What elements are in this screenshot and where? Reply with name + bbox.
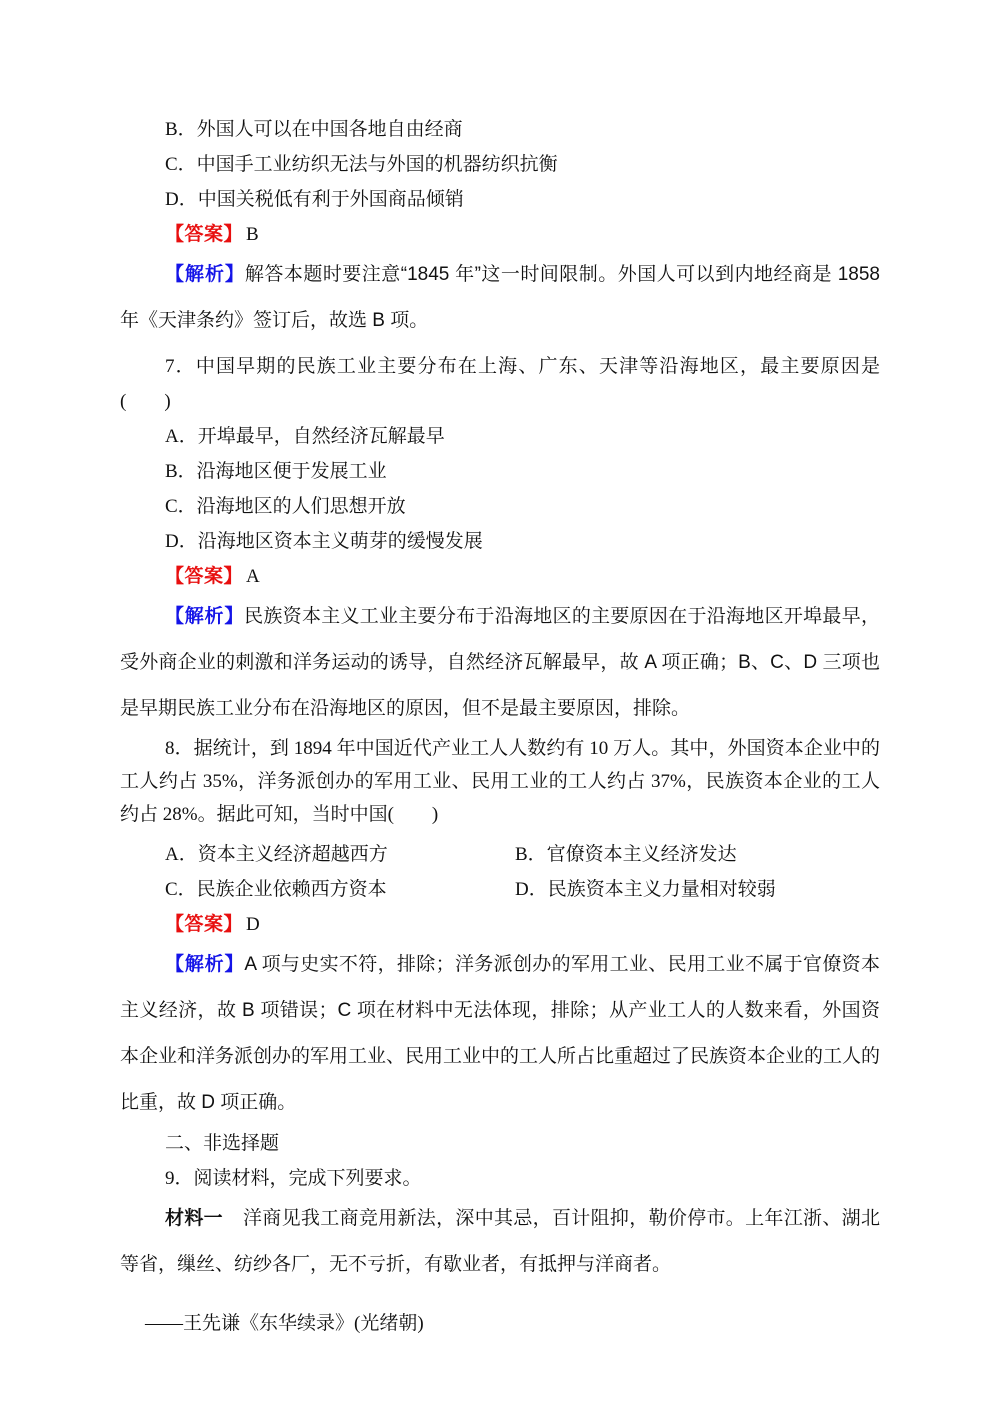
q7-option-a: A．开埠最早，自然经济瓦解最早: [165, 426, 445, 447]
q8-answer-line: [120, 907, 880, 942]
section2-heading: 二、非选择题: [165, 1133, 280, 1154]
q6-answer-value: B: [246, 224, 259, 245]
q7-answer-value: A: [246, 566, 260, 587]
q7-answer-line: [120, 559, 880, 594]
q8-analysis: [120, 942, 880, 1126]
q7-option-b: B．沿海地区便于发展工业: [165, 461, 387, 482]
q8-option-a: A．资本主义经济超越西方: [165, 844, 388, 865]
q8-answer-value: D: [246, 914, 260, 935]
q8-option-d: D．民族资本主义力量相对较弱: [515, 879, 776, 900]
q6-answer-label: 【答案】: [165, 224, 244, 245]
q7-option-c: C．沿海地区的人们思想开放: [165, 496, 406, 517]
q9-material1-label: 材料一: [165, 1208, 223, 1229]
q9-material1-source: ——王先谦《东华续录》(光绪朝): [145, 1313, 424, 1334]
q7-option-d: D．沿海地区资本主义萌芽的缓慢发展: [165, 531, 483, 552]
q9-intro: 9．阅读材料，完成下列要求。: [165, 1168, 422, 1189]
q8-analysis-text: A 项与史实不符，排除；洋务派创办的军用工业、民用工业不属于官僚资本主义经济，故 B 项错误；C 项在材料中无法体现，排除；从产业工人的人数来看，外国资本企业和洋务派创办的军用工业、民用工业中的工人所占比重超过了民族资本企业的工人的比重，故 D 项正确。: [120, 954, 881, 1113]
q6-option-d: D．中国关税低有利于外国商品倾销: [165, 189, 464, 210]
q9-material1: [120, 1196, 880, 1288]
q6-option-b: B．外国人可以在中国各地自由经商: [165, 119, 463, 140]
q6-analysis-text: 解答本题时要注意“1845 年”这一时间限制。外国人可以到内地经商是 1858 年《天津条约》签订后，故选 B 项。: [120, 264, 880, 331]
q8-analysis-label: 【解析】: [165, 954, 245, 975]
q8-answer-label: 【答案】: [165, 914, 244, 935]
q7-stem: 7．中国早期的民族工业主要分布在上海、广东、天津等沿海地区，最主要原因是( ): [120, 356, 880, 412]
q8-option-c: C．民族企业依赖西方资本: [165, 879, 387, 900]
q7-analysis: [120, 594, 880, 732]
q7-analysis-text: 民族资本主义工业主要分布于沿海地区的主要原因在于沿海地区开埠最早，受外商企业的刺激和洋务运动的诱导，自然经济瓦解最早，故 A 项正确；B、C、D 三项也是早期民族工业分布在沿海地区的原因，但不是最主要原因，排除。: [120, 606, 880, 719]
q8-options-row1: [120, 837, 880, 872]
q6-option-c: C．中国手工业纺织无法与外国的机器纺织抗衡: [165, 154, 558, 175]
q6-answer-line: [120, 217, 880, 252]
q6-analysis-label: 【解析】: [165, 264, 245, 285]
q6-analysis: [120, 252, 880, 344]
q9-material1-text: 洋商见我工商竞用新法，深中其忌，百计阻抑，勒价停市。上年江浙、湖北等省，缫丝、纺纱各厂，无不亏折，有歇业者，有抵押与洋商者。: [120, 1208, 880, 1275]
q8-option-b: B．官僚资本主义经济发达: [515, 844, 737, 865]
q7-answer-label: 【答案】: [165, 566, 244, 587]
q8-options-row2: [120, 872, 880, 907]
q8-stem: 8．据统计，到 1894 年中国近代产业工人人数约有 10 万人。其中，外国资本企业中的工人约占 35%，洋务派创办的军用工业、民用工业的工人约占 37%，民族资本企业的工人约占 28%。据此可知，当时中国( ): [120, 738, 880, 825]
q7-analysis-label: 【解析】: [165, 606, 245, 627]
